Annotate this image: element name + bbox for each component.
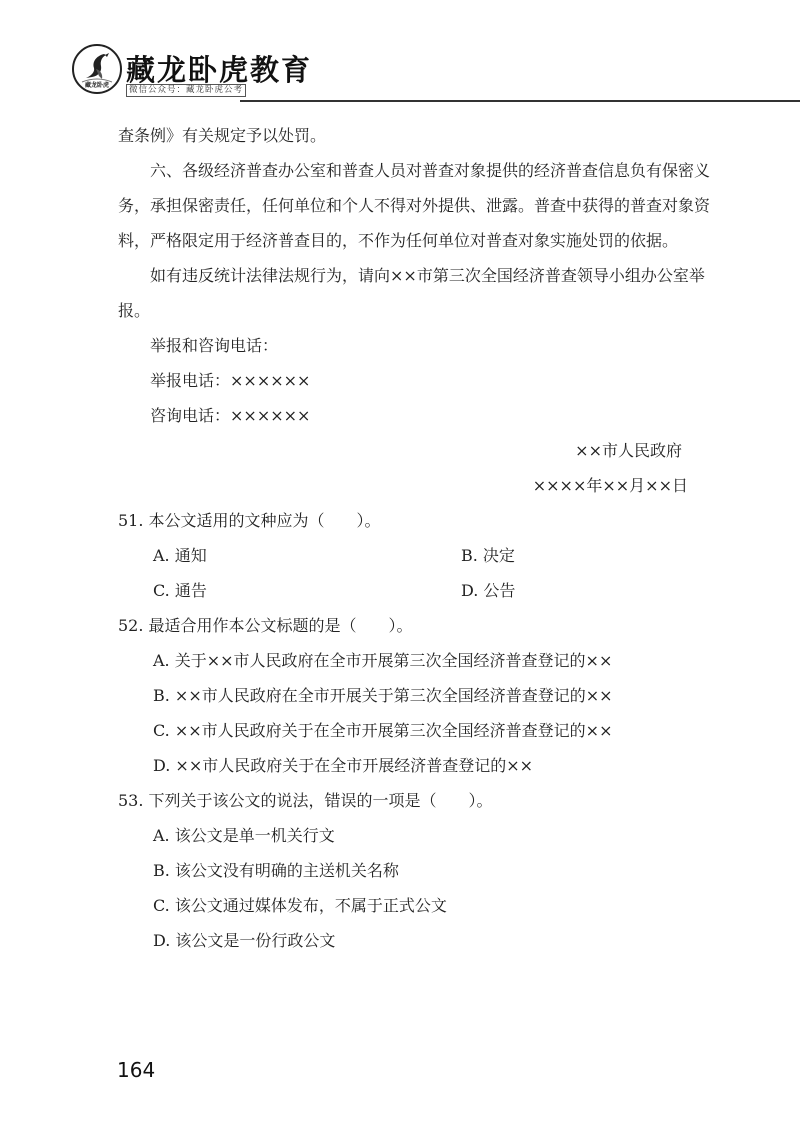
issue-date: ××××年××月××日 [532, 476, 688, 495]
option-row [118, 538, 718, 573]
text-line: 查条例》有关规定予以处罚。 [118, 126, 327, 145]
paragraph-six: 六、各级经济普查办公室和普查人员对普查对象提供的经济普查信息负有保密义务，承担保密责任，任何单位和个人不得对外提供、泄露。普查中获得的普查对象资料，严格限定用于经济普查目的，不作为任何单位对普查对象实施处罚的依据。 [118, 161, 711, 250]
report-phone: 举报电话：×××××× [150, 371, 311, 390]
brand-name: 藏龙卧虎教育 [126, 53, 313, 87]
option-d: D. 公告 [461, 581, 516, 600]
option-a: A. 通知 [153, 546, 207, 565]
question-stem: 52. 最适合用作本公文标题的是（ ）。 [118, 616, 413, 635]
option-c: C. 通告 [153, 581, 207, 600]
brand-logo [72, 44, 122, 94]
signature: ××市人民政府 [575, 441, 682, 460]
brand-tagline: 微信公众号：藏龙卧虎公考 [126, 84, 246, 97]
page-number: 164 [117, 1058, 156, 1082]
option-a: A. 关于××市人民政府在全市开展第三次全国经济普查登记的×× [153, 651, 613, 670]
document-body [118, 118, 718, 958]
option-b: B. ××市人民政府在全市开展关于第三次全国经济普查登记的×× [153, 686, 613, 705]
option-a: A. 该公文是单一机关行文 [153, 826, 335, 845]
question-stem: 51. 本公文适用的文种应为（ ）。 [118, 511, 381, 530]
header-rule [240, 100, 800, 102]
option-row [118, 573, 718, 608]
question-stem: 53. 下列关于该公文的说法，错误的一项是（ ）。 [118, 791, 493, 810]
option-c: C. ××市人民政府关于在全市开展第三次全国经济普查登记的×× [153, 721, 613, 740]
consult-phone: 咨询电话：×××××× [150, 406, 311, 425]
option-c: C. 该公文通过媒体发布，不属于正式公文 [153, 896, 447, 915]
page-header [0, 0, 800, 110]
contact-heading: 举报和咨询电话： [150, 336, 279, 355]
option-d: D. 该公文是一份行政公文 [153, 931, 336, 950]
option-b: B. 该公文没有明确的主送机关名称 [153, 861, 399, 880]
logo-text: 藏龙卧虎 [84, 82, 109, 89]
option-b: B. 决定 [461, 546, 515, 565]
report-paragraph: 如有违反统计法律法规行为，请向××市第三次全国经济普查领导小组办公室举报。 [118, 266, 705, 320]
option-d: D. ××市人民政府关于在全市开展经济普查登记的×× [153, 756, 534, 775]
